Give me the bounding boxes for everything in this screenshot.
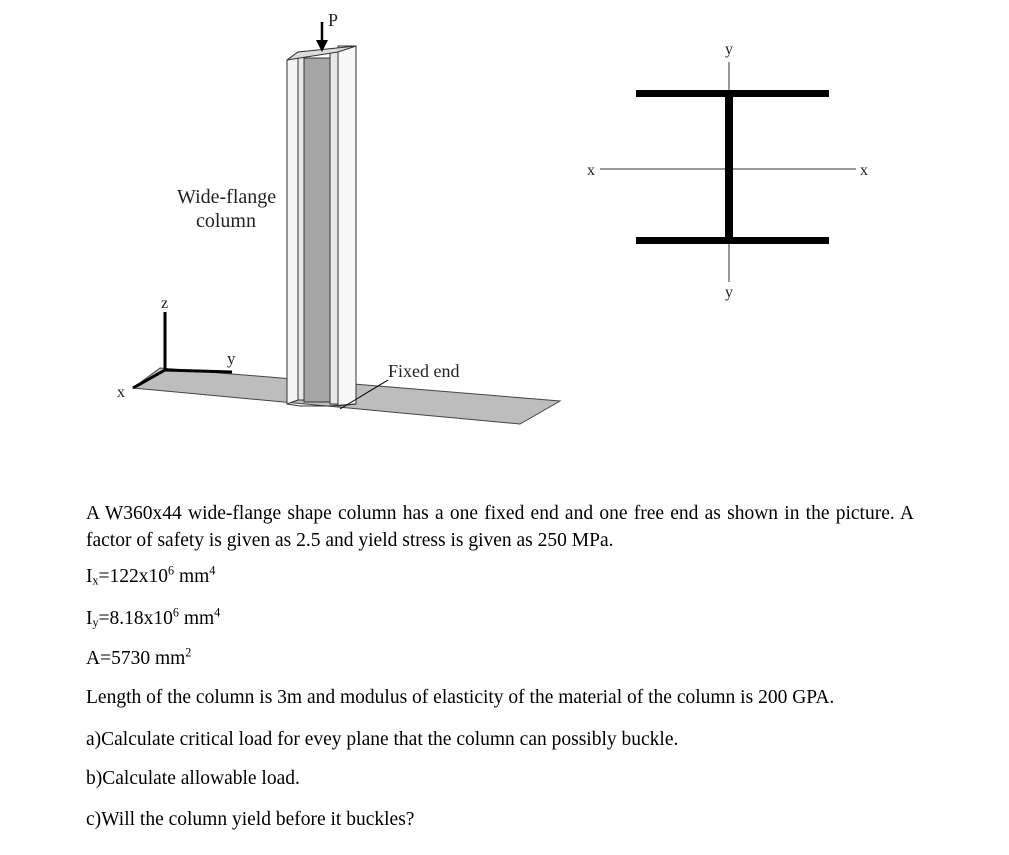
question-c: c)Will the column yield before it buckles? xyxy=(86,809,415,830)
iy-subscript: y xyxy=(92,615,99,630)
ix-value: =122x10 xyxy=(98,566,169,587)
axis-z-label: z xyxy=(161,295,169,312)
section-y-top-label: y xyxy=(725,41,733,58)
section-bottom-flange xyxy=(636,237,829,244)
problem-intro: A W360x44 wide-flange shape column has a one fixed end and one free end as shown in the picture. A factor of safety is given as 2.5 and yield stress is given as 250 MPa. xyxy=(86,503,914,551)
ix-unit-exponent: 4 xyxy=(209,563,216,578)
area-line xyxy=(86,645,192,670)
column-label-line2: column xyxy=(196,210,256,232)
column-web xyxy=(304,58,330,402)
iy-unit: mm xyxy=(178,608,215,629)
area-exponent: 2 xyxy=(185,645,192,660)
column-left-flange xyxy=(287,52,298,404)
length-modulus-line: Length of the column is 3m and modulus of elasticity of the material of the column is 200 GPA. xyxy=(86,687,835,708)
axis-y-label: y xyxy=(227,349,236,368)
question-a: a)Calculate critical load for evey plane that the column can possibly buckle. xyxy=(86,729,679,750)
iy-exponent: 6 xyxy=(172,605,179,620)
iy-symbol: I xyxy=(86,608,93,629)
column-right-flange xyxy=(338,46,356,406)
question-b: b)Calculate allowable load. xyxy=(86,768,300,789)
section-y-bottom-label: y xyxy=(725,284,733,301)
ix-line xyxy=(86,563,216,588)
column-label-line1: Wide-flange xyxy=(177,186,277,208)
ix-symbol: I xyxy=(86,566,93,587)
iy-value: =8.18x10 xyxy=(98,608,173,629)
load-label: P xyxy=(328,10,339,30)
ix-subscript: x xyxy=(92,573,99,588)
ix-exponent: 6 xyxy=(168,563,175,578)
axis-x-label: x xyxy=(117,384,125,401)
area-text: A=5730 mm xyxy=(86,648,186,669)
ix-unit: mm xyxy=(174,566,210,587)
column-right-flange-face xyxy=(330,50,338,404)
section-web xyxy=(725,94,733,242)
problem-intro-block xyxy=(86,500,914,554)
section-x-right-label: x xyxy=(860,162,868,179)
section-x-left-label: x xyxy=(587,162,595,179)
iy-line xyxy=(86,605,221,630)
iy-unit-exponent: 4 xyxy=(214,605,221,620)
y-axis-line xyxy=(165,370,232,372)
fixed-end-label: Fixed end xyxy=(388,361,460,381)
